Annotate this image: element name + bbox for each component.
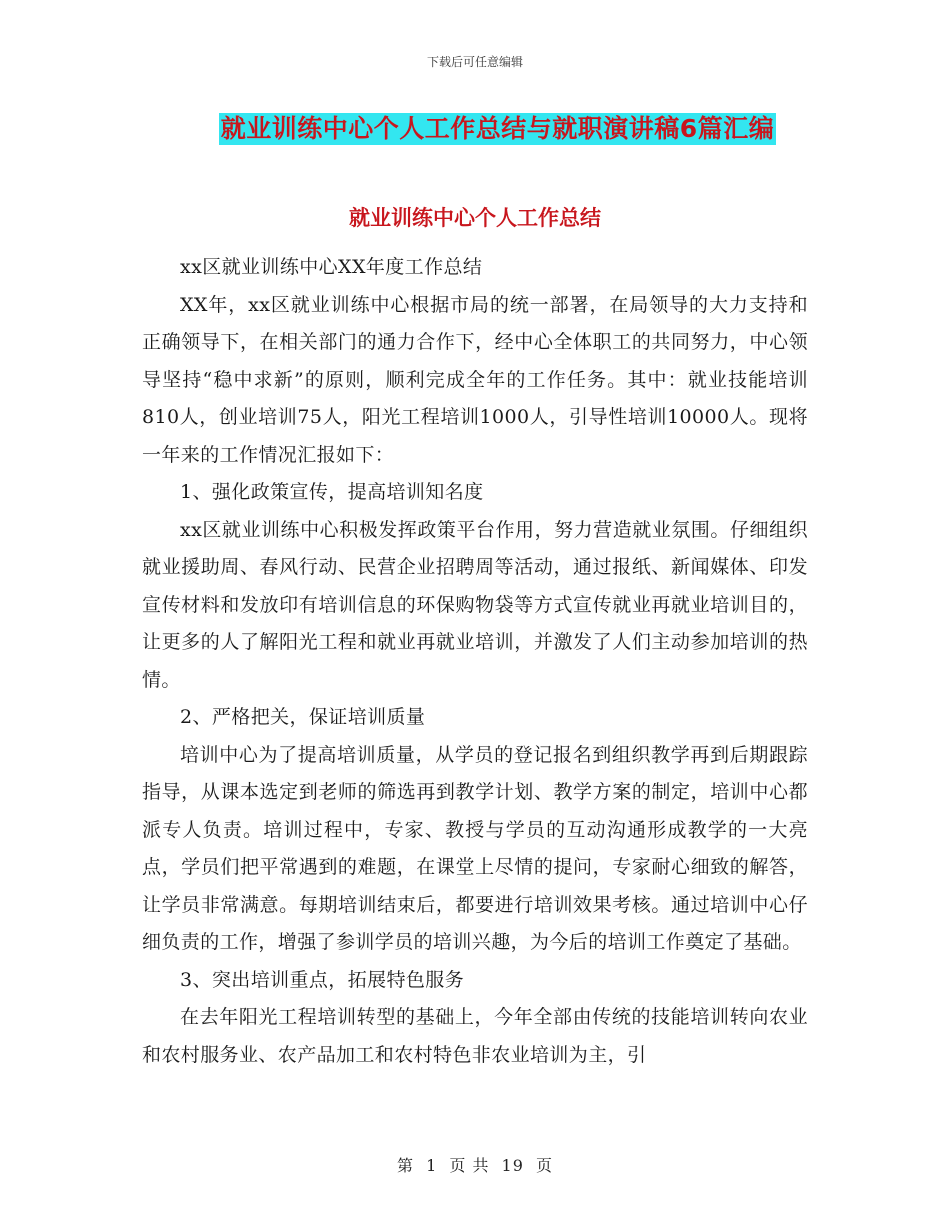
document-body xyxy=(142,249,808,1074)
page-total: 19 xyxy=(501,1156,524,1175)
paragraph-3: 在去年阳光工程培训转型的基础上，今年全部由传统的技能培训转向农业和农村服务业、农产品加工和农村特色非农业培训为主，引 xyxy=(142,1006,808,1066)
paragraph-subtitle: xx区就业训练中心XX年度工作总结 xyxy=(180,256,483,278)
page-number: 1 xyxy=(426,1156,438,1175)
paragraph-2: 培训中心为了提高培训质量，从学员的登记报名到组织教学再到后期跟踪指导，从课本选定到老师的筛选再到教学计划、教学方案的制定，培训中心都派专人负责。培训过程中，专家、教授与学员的互动沟通形成教学的一大亮点，学员们把平常遇到的难题，在课堂上尽情的提问，专家耐心细致的解答，让学员非常满意。每期培训结束后，都要进行培训效果考核。通过培训中心仔细负责的工作，增强了参训学员的培训兴趣，为今后的培训工作奠定了基础。 xyxy=(142,743,808,953)
heading-2: 2、严格把关，保证培训质量 xyxy=(180,706,426,728)
page-footer xyxy=(0,1153,950,1176)
main-title-text: 就业训练中心个人工作总结与就职演讲稿6篇汇编 xyxy=(220,114,775,143)
footer-middle: 页 共 xyxy=(449,1156,490,1175)
heading-1: 1、强化政策宣传，提高培训知名度 xyxy=(180,481,484,503)
header-note: 下载后可任意编辑 xyxy=(426,55,523,69)
heading-3: 3、突出培训重点，拓展特色服务 xyxy=(180,968,465,991)
main-title xyxy=(0,113,950,145)
paragraph-intro: XX年，xx区就业训练中心根据市局的统一部署，在局领导的大力支持和正确领导下，在相关部门的通力合作下，经中心全体职工的共同努力，中心领导坚持“稳中求新”的原则，顺利完成全年的工作任务。其中：就业技能培训810人，创业培训75人，阳光工程培训1000人，引导性培训10000人。现将一年来的工作情况汇报如下： xyxy=(142,293,808,466)
paragraph-1: xx区就业训练中心积极发挥政策平台作用，努力营造就业氛围。仔细组织就业援助周、春风行动、民营企业招聘周等活动，通过报纸、新闻媒体、印发宣传材料和发放印有培训信息的环保购物袋等方式宣传就业再就业培训目的，让更多的人了解阳光工程和就业再就业培训，并激发了人们主动参加培训的热情。 xyxy=(142,518,808,691)
footer-suffix: 页 xyxy=(536,1156,554,1175)
section-title: 就业训练中心个人工作总结 xyxy=(349,206,601,230)
footer-prefix: 第 xyxy=(396,1156,414,1175)
